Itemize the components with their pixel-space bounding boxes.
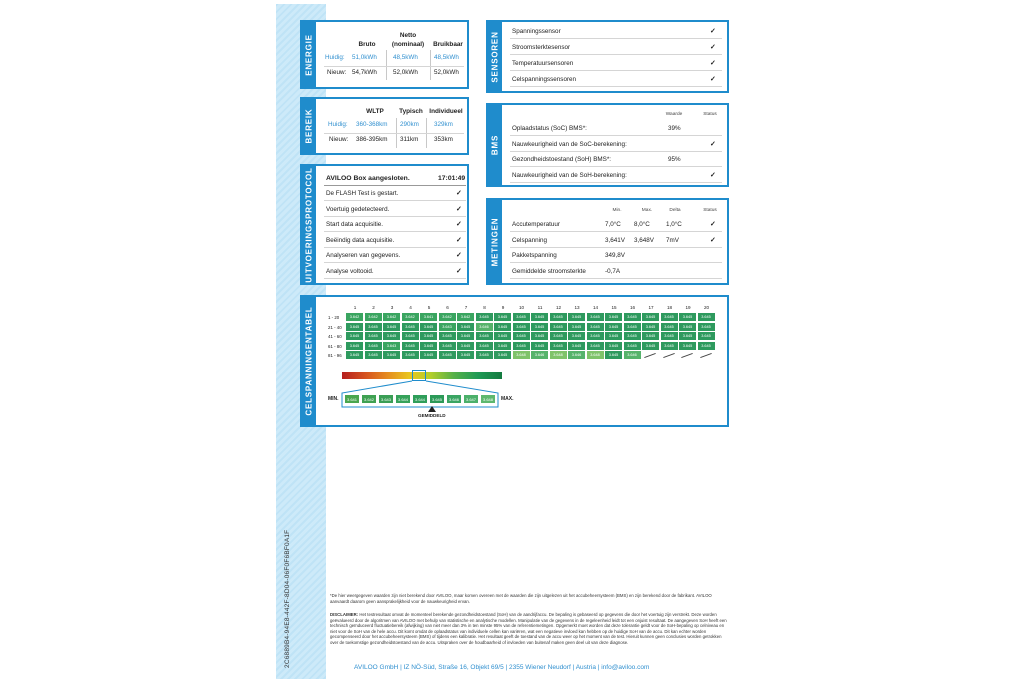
bereik-header-wltp: WLTP — [366, 108, 384, 115]
sensoren-panel — [486, 20, 729, 93]
sensor-item: Temperatuursensoren — [512, 60, 574, 67]
cell-column-number: 1 — [353, 305, 357, 310]
energie-tab: ENERGIE — [302, 22, 316, 87]
cell-column-number: 9 — [501, 305, 505, 310]
cell-voltage: 3.645 — [402, 351, 420, 360]
cell-voltage: 3.645 — [346, 332, 364, 341]
cell-voltage: 3.645 — [457, 351, 475, 360]
check-icon: ✓ — [710, 236, 716, 244]
row-divider — [510, 247, 722, 248]
cell-voltage: 3.645 — [661, 323, 679, 332]
cell-voltage: 3.645 — [679, 323, 697, 332]
row-divider — [324, 278, 466, 279]
cell-voltage: 3.645 — [420, 342, 438, 351]
cell-voltage: 3.645 — [550, 332, 568, 341]
cell-voltage: 3.645 — [383, 351, 401, 360]
cell-voltage: 3.645 — [494, 323, 512, 332]
protocol-item: De FLASH Test is gestart. — [326, 190, 399, 197]
energie-panel — [300, 20, 469, 89]
check-icon: ✓ — [456, 236, 462, 244]
cell-voltage: 3.645 — [587, 313, 605, 322]
energie-header-netto: Netto (nominaal) — [391, 32, 425, 48]
cell-voltage: 3.648 — [513, 351, 531, 360]
cell-voltage: 3.645 — [550, 313, 568, 322]
cell-voltage: 3.642 — [439, 313, 457, 322]
scale-min-label: MIN. — [328, 396, 339, 402]
metingen-row-label: Pakketspanning — [512, 252, 557, 259]
cell-column-number: 16 — [629, 305, 636, 310]
metingen-value: 7mV — [666, 236, 679, 244]
scale-cell: 3.645 — [429, 394, 445, 404]
row-divider — [510, 262, 722, 263]
cell-voltage: 3.645 — [513, 332, 531, 341]
sensor-item: Stroomsterktesensor — [512, 44, 571, 51]
energie-value: 52,0kWh — [393, 69, 418, 76]
cell-column-number: 4 — [409, 305, 412, 310]
cell-voltage: 3.646 — [531, 351, 549, 360]
cell-voltage: 3.645 — [531, 342, 549, 351]
protocol-item: Beëindig data acquisitie. — [326, 236, 395, 244]
bereik-header-individueel: Individueel — [429, 108, 463, 115]
cell-voltage: 3.645 — [661, 332, 679, 341]
document-id: 2C6889B4-94E8-442F-8D04-06F0F6BF0A1F — [284, 529, 291, 668]
cell-voltage: 3.645 — [513, 323, 531, 332]
cell-voltage: 3.645 — [642, 323, 660, 332]
celspanning-tab: CELSPANNINGENTABEL — [302, 297, 316, 425]
average-label: GEMIDDELD — [418, 413, 446, 418]
disclaimer-title: DISCLAIMER: — [330, 612, 359, 617]
cell-voltage: 3.642 — [365, 313, 383, 322]
check-icon: ✓ — [456, 252, 462, 259]
metingen-panel — [486, 198, 729, 285]
energie-value: 51,0kWh — [352, 54, 377, 61]
scale-max-label: MAX. — [501, 396, 514, 402]
cell-voltage: 3.645 — [346, 351, 364, 360]
protocol-item: Voertuig gedetecteerd. — [326, 205, 390, 213]
cell-voltage: 3.642 — [383, 313, 401, 322]
bereik-value: 311km — [400, 136, 419, 143]
metingen-header-min: Min. — [612, 208, 622, 213]
energie-value: 48,5kWh — [434, 54, 459, 61]
bereik-value: 360-368km — [356, 121, 388, 128]
cell-voltage: 3.642 — [457, 313, 475, 322]
energie-row-label: Huidig: — [325, 54, 345, 61]
sensor-item: Spanningssensor — [512, 28, 561, 35]
cell-row-label: 81 - 96 — [328, 353, 342, 359]
check-icon: ✓ — [710, 171, 716, 179]
bereik-value: 386-395km — [356, 136, 388, 143]
check-icon: ✓ — [456, 267, 462, 275]
cell-voltage: 3.645 — [476, 332, 494, 341]
row-divider — [324, 231, 466, 232]
cell-column-number: 3 — [390, 305, 394, 310]
cell-voltage: 3.645 — [494, 342, 512, 351]
metingen-tab: METINGEN — [488, 200, 502, 283]
cell-voltage: 3.645 — [476, 342, 494, 351]
sensor-item: Celspanningssensoren — [512, 76, 577, 83]
cell-voltage: 3.645 — [439, 332, 457, 341]
row-divider — [510, 38, 722, 39]
scale-cell: 3.647 — [463, 394, 479, 404]
cell-column-number: 13 — [574, 305, 580, 310]
cell-voltage: 3.645 — [698, 332, 716, 341]
cell-column-number: 19 — [685, 305, 691, 310]
cell-voltage: 3.645 — [624, 332, 642, 341]
cell-voltage: 3.645 — [642, 332, 660, 341]
cell-voltage: 3.645 — [476, 313, 494, 322]
cell-column-number: 6 — [446, 305, 449, 310]
cell-voltage: 3.645 — [420, 332, 438, 341]
scale-cell: 3.644 — [395, 394, 411, 404]
cell-voltage: 3.643 — [439, 323, 457, 332]
cell-voltage: 3.645 — [605, 332, 623, 341]
row-divider — [510, 278, 722, 279]
cell-voltage: 3.645 — [383, 332, 401, 341]
cell-column-number: 20 — [703, 305, 710, 310]
cell-voltage: 3.645 — [457, 332, 475, 341]
metingen-value: -0,7A — [605, 267, 621, 275]
bms-header-status: Status — [703, 112, 717, 117]
cell-voltage: 3.645 — [568, 332, 586, 341]
bereik-tab: BEREIK — [302, 99, 316, 153]
cell-voltage: 3.645 — [402, 323, 420, 332]
protocol-item: Start data acquisitie. — [326, 221, 384, 228]
row-divider — [324, 247, 466, 248]
bereik-panel — [300, 97, 469, 155]
cell-voltage: 3.645 — [494, 313, 512, 322]
cell-voltage: 3.645 — [365, 332, 383, 341]
protocol-tab: UITVOERINGSPROTOCOL — [302, 166, 316, 283]
cell-voltage: 3.645 — [661, 313, 679, 322]
company-footer: AVILOO GmbH | IZ NÖ-Süd, Straße 16, Objekt 69/5 | 2355 Wiener Neudorf | Austria | info@aviloo.com — [354, 664, 650, 671]
check-icon: ✓ — [710, 140, 716, 148]
metingen-header-delta: Delta — [669, 208, 681, 213]
bms-panel — [486, 103, 729, 187]
bms-row-label: Oplaadstatus (SoC) BMS*: — [512, 125, 587, 132]
cell-voltage: 3.645 — [513, 313, 531, 322]
cell-voltage: 3.645 — [531, 323, 549, 332]
check-icon: ✓ — [710, 44, 716, 51]
check-icon: ✓ — [710, 28, 716, 35]
cell-voltage: 3.645 — [642, 313, 660, 322]
metingen-value: 7,0°C — [605, 221, 621, 228]
cell-voltage: 3.645 — [679, 313, 697, 322]
cell-voltage: 3.645 — [698, 342, 716, 351]
cell-voltage: 3.645 — [587, 342, 605, 351]
cell-column-number: 12 — [555, 305, 562, 310]
cell-voltage: 3.645 — [605, 323, 623, 332]
cell-column-number: 10 — [518, 305, 525, 310]
bms-row-label: Gezondheidstoestand (SoH) BMS*: — [512, 156, 612, 163]
bms-row-label: Nauwkeurigheid van de SoC-berekening: — [512, 140, 627, 148]
cell-voltage: 3.645 — [513, 342, 531, 351]
metingen-row-label: Gemiddelde stroomsterkte — [512, 267, 586, 275]
cell-voltage: 3.645 — [402, 342, 420, 351]
metingen-value: 3,641V — [605, 236, 625, 244]
cell-voltage: 3.645 — [494, 332, 512, 341]
cell-voltage: 3.646 — [476, 323, 494, 332]
cell-voltage: 3.645 — [587, 332, 605, 341]
row-divider — [324, 200, 466, 201]
check-icon: ✓ — [456, 205, 462, 213]
cell-column-number: 7 — [464, 305, 468, 310]
cell-column-number: 14 — [592, 305, 599, 310]
protocol-time: 17:01:49 — [438, 175, 466, 182]
cell-voltage: 3.645 — [550, 342, 568, 351]
cell-voltage: 3.646 — [624, 351, 642, 360]
energie-header-bruikbaar: Bruikbaar — [433, 41, 463, 48]
cell-column-number: 17 — [648, 305, 654, 310]
cell-column-number: 8 — [483, 305, 486, 310]
cell-voltage: 3.645 — [383, 323, 401, 332]
row-divider — [510, 182, 722, 183]
cell-voltage: 3.643 — [383, 342, 401, 351]
scale-cell: 3.644 — [412, 394, 428, 404]
cell-row-label: 21 - 40 — [328, 324, 342, 330]
row-divider — [510, 54, 722, 55]
cell-voltage: 3.645 — [439, 351, 457, 360]
cell-voltage: 3.641 — [420, 313, 438, 322]
scale-cell: 3.646 — [446, 394, 462, 404]
metingen-row-label: Celspanning — [512, 236, 548, 244]
cell-row-label: 61 - 80 — [328, 343, 342, 349]
check-icon: ✓ — [456, 221, 462, 228]
metingen-value: 3,648V — [634, 236, 654, 244]
cell-voltage: 3.645 — [568, 323, 586, 332]
cell-voltage: 3.645 — [568, 313, 586, 322]
disclaimer-text: Het testresultaat omvat de momenteel berekende gezondheidstoestand (SoH) van de aandrijfaccu. De bepaling is gebaseerd op gegevens die door het voertuig zijn verstrekt. Deze worden geëvalueerd door de algoritmen van AVILOO met behulp van statistische en analytische modellen. Manipulatie van de gegevens in de regeleenheid leidt tot een onjuist resultaat. De aangegeven SoH heeft een technisch geïnduceerd fluctuatiebereik (afwijking) van niet meer dan 3% in ten minste 95% van de referentiemetingen. Opgemerkt moet worden dat deze tolerantie geldt voor de SoH-bepaling op celniveau en niet voor de SoH van de hele accu. Dit komt omdat de oplaadstatus van individuele cellen kan variëren, wat een negatieve invloed kan hebben op de huidige SoH van de accu. Dit kan echter worden gecompenseerd door het accubeheersysteem (BMS) of tijdens een kalibratie. Het resultaat geeft de toestand van de accu weer op het moment van de test. Hieruit kunnen geen conclusies worden getrokken over de toekomstige gezondheidstoestand van de accu. Uitspraken over de houdbaarheid of invloeden van buitenaf maken geen deel uit van deze diagnose. — [330, 612, 727, 645]
check-icon: ✓ — [456, 190, 462, 197]
cell-voltage: 3.645 — [365, 342, 383, 351]
cell-column-number: 5 — [427, 305, 431, 310]
bereik-value: 329km — [434, 121, 453, 128]
cell-voltage: 3.645 — [679, 342, 697, 351]
metingen-row-label: Accutemperatuur — [512, 221, 560, 228]
scale-zoom-connector — [302, 297, 731, 429]
bms-header-waarde: Waarde — [665, 112, 683, 117]
row-divider — [510, 231, 722, 232]
bms-row-label: Nauwkeurigheid van de SoH-berekening: — [512, 171, 627, 179]
cell-voltage: 3.648 — [587, 351, 605, 360]
energie-header-bruto: Bruto — [358, 41, 376, 48]
cell-voltage: 3.645 — [531, 332, 549, 341]
metingen-header-max: Max. — [641, 208, 653, 213]
cell-column-number: 18 — [666, 305, 673, 310]
cell-voltage: 3.645 — [402, 332, 420, 341]
cell-voltage: 3.645 — [457, 323, 475, 332]
average-marker-icon — [428, 406, 436, 412]
cell-row-label: 41 - 60 — [328, 334, 342, 340]
cell-voltage: 3.648 — [550, 351, 568, 360]
cell-voltage: 3.645 — [679, 332, 697, 341]
cell-column-number: 15 — [611, 305, 617, 310]
metingen-value: 1,0°C — [666, 221, 682, 228]
cell-voltage: 3.645 — [698, 313, 716, 322]
cell-voltage: 3.645 — [698, 323, 716, 332]
bms-row-value: 39% — [668, 125, 681, 132]
bms-row-value: 95% — [668, 156, 681, 163]
cell-voltage: 3.645 — [568, 342, 586, 351]
bereik-row-label: Huidig: — [328, 121, 348, 128]
row-divider — [510, 135, 722, 136]
bereik-row-label: Nieuw: — [329, 136, 349, 143]
cell-voltage: 3.645 — [605, 313, 623, 322]
sensoren-tab: SENSOREN — [488, 22, 502, 91]
protocol-panel — [300, 164, 469, 285]
energie-value: 54,7kWh — [352, 69, 377, 76]
cell-column-number: 11 — [537, 305, 543, 310]
energie-row-label: Nieuw: — [327, 69, 347, 76]
protocol-title: AVILOO Box aangesloten. — [326, 175, 410, 182]
cell-voltage: 3.645 — [624, 323, 642, 332]
cell-voltage: 3.645 — [642, 342, 660, 351]
cell-voltage: 3.645 — [439, 342, 457, 351]
cell-voltage: 3.645 — [550, 323, 568, 332]
footnote: *De hier weergegeven waarden zijn niet berekend door AVILOO, maar komen overeen met de waarden die zijn uitgelezen uit het accubeheersysteem (BMS) en zijn berekend door de fabrikant. AVILOO aanvaardt daarom geen aansprakelijkheid voor de nauwkeurigheid ervan. — [330, 593, 712, 604]
protocol-item: Analyseren van gegevens. — [326, 252, 401, 259]
scale-cell: 3.648 — [480, 394, 496, 404]
energie-value: 52,0kWh — [434, 69, 459, 76]
cell-voltage: 3.645 — [661, 342, 679, 351]
cell-voltage: 3.645 — [420, 351, 438, 360]
check-icon: ✓ — [710, 76, 716, 83]
bereik-value: 290km — [400, 121, 419, 128]
cell-voltage: 3.645 — [605, 342, 623, 351]
cell-voltage: 3.645 — [531, 313, 549, 322]
energie-value: 48,5kWh — [393, 54, 418, 61]
cell-voltage: 3.645 — [346, 342, 364, 351]
bereik-value: 353km — [434, 136, 453, 143]
cell-voltage: 3.642 — [346, 313, 364, 322]
cell-voltage: 3.645 — [624, 342, 642, 351]
cell-voltage: 3.645 — [476, 351, 494, 360]
bms-tab: BMS — [488, 105, 502, 185]
cell-voltage: 3.645 — [365, 351, 383, 360]
row-divider — [510, 86, 722, 87]
metingen-value: 349,8V — [605, 252, 625, 259]
cell-voltage: 3.645 — [346, 323, 364, 332]
cell-voltage: 3.645 — [587, 323, 605, 332]
row-divider — [510, 70, 722, 71]
scale-cell: 3.641 — [344, 394, 360, 404]
scale-cell: 3.643 — [378, 394, 394, 404]
celspanning-panel — [300, 295, 729, 427]
cell-voltage: 3.646 — [568, 351, 586, 360]
disclaimer — [330, 612, 730, 646]
row-divider — [324, 262, 466, 263]
cell-voltage: 3.642 — [402, 313, 420, 322]
row-divider — [510, 151, 722, 152]
cell-voltage: 3.645 — [420, 323, 438, 332]
cell-voltage: 3.645 — [605, 351, 623, 360]
metingen-header-status: Status — [703, 208, 717, 213]
cell-column-number: 2 — [372, 305, 375, 310]
cell-row-label: 1 - 20 — [328, 315, 340, 320]
protocol-item: Analyse voltooid. — [326, 267, 374, 275]
cell-voltage: 3.645 — [624, 313, 642, 322]
row-divider — [510, 166, 722, 167]
bereik-header-typisch: Typisch — [399, 108, 423, 115]
row-divider — [324, 216, 466, 217]
cell-voltage: 3.645 — [365, 323, 383, 332]
cell-voltage: 3.645 — [457, 342, 475, 351]
check-icon: ✓ — [710, 60, 716, 67]
metingen-value: 8,0°C — [634, 221, 650, 228]
check-icon: ✓ — [710, 221, 716, 228]
scale-cell: 3.642 — [361, 394, 377, 404]
cell-voltage: 3.645 — [494, 351, 512, 360]
